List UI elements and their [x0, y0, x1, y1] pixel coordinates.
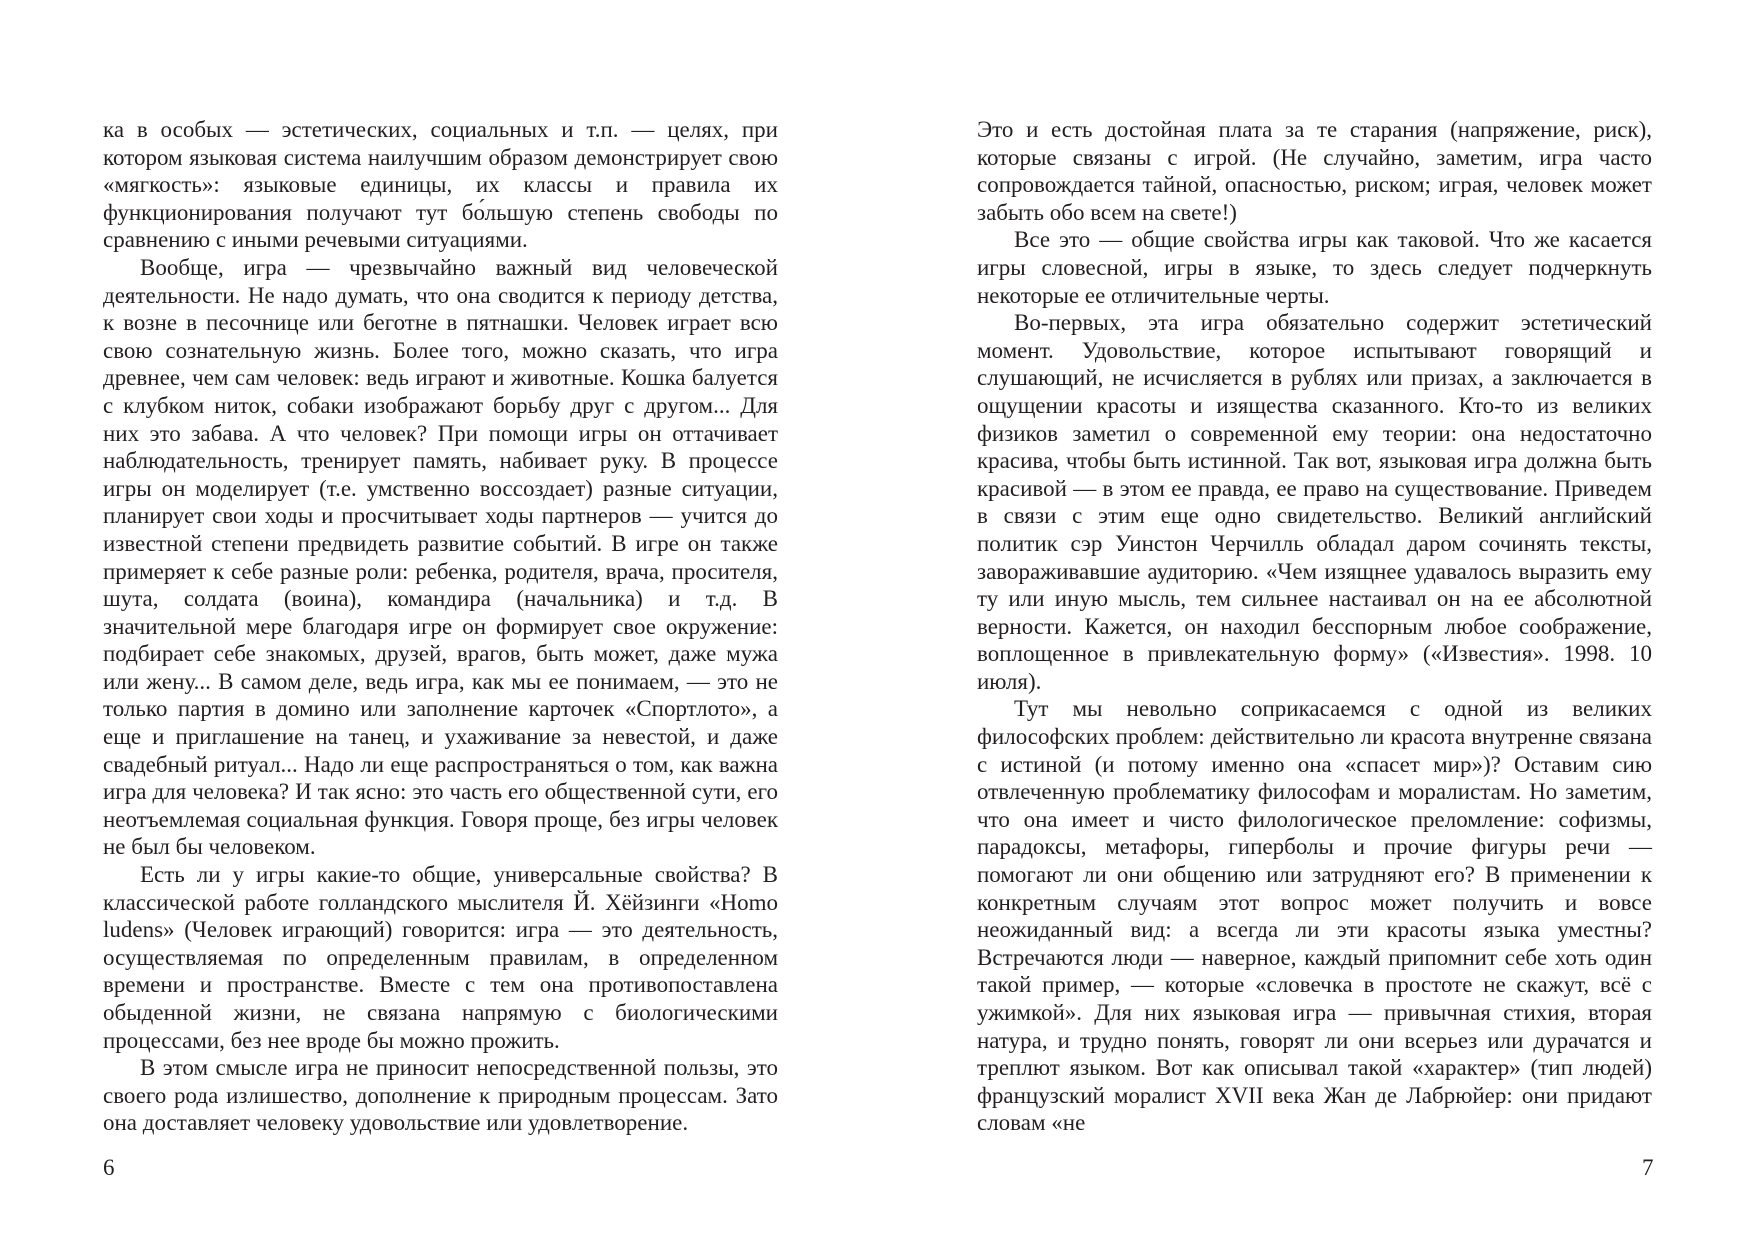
paragraph: В этом смысле игра не приносит непосредственной пользы, это своего рода излишество, дополнение к природным процессам. Зато она доставляет человеку удовольствие или удовлетворение.: [103, 1055, 778, 1136]
page-number: 7: [1642, 1155, 1654, 1180]
paragraph: Это и есть достойная плата за те старания (напряжение, риск), которые связаны с игрой. (Не случайно, заметим, игра часто сопровождается тайной, опасностью, риском; играя, человек может забыть обо всем на свете!): [977, 117, 1652, 225]
right-page-text: [977, 116, 1652, 1137]
paragraph: Вообще, игра — чрезвычайно важный вид человеческой деятельности. Не надо думать, что она сводится к периоду детства, к возне в песочнице или беготне в пятнашки. Человек играет всю свою сознательную жизнь. Более того, можно сказать, что игра древнее, чем сам человек: ведь играют и животные. Кошка балуется с клубком ниток, собаки изображают борьбу друг с другом... Для них это забава. А что человек? При помощи игры он оттачивает наблюдательность, тренирует память, набивает руку. В процессе игры он моделирует (т.е. умственно воссоздает) разные ситуации, планирует свои ходы и просчитывает ходы партнеров — учится до известной степени предвидеть развитие событий. В игре он также примеряет к себе разные роли: ребенка, родителя, врача, просителя, шута, солдата (воина), командира (начальника) и т.д. В значительной мере благодаря игре он формирует свое окружение: подбирает себе знакомых, друзей, врагов, быть может, даже мужа или жену... В самом деле, ведь игра, как мы ее понимаем, — это не только партия в домино или заполнение карточек «Спортлото», а еще и приглашение на танец, и ухаживание за невестой, и даже свадебный ритуал... Надо ли еще распространяться о том, как важна игра для человека? И так ясно: это часть его общественной сути, его неотъемлемая социальная функция. Говоря проще, без игры человек не был бы человеком.: [103, 254, 778, 860]
left-page-text: [103, 116, 778, 1137]
left-page: [0, 0, 877, 1240]
paragraph: Есть ли у игры какие-то общие, универсальные свойства? В классической работе голландского мыслителя Й. Хёйзинги «Homo ludens» (Человек играющий) говорится: игра — это деятельность, осуществляемая по определенным правилам, в определенном времени и пространстве. Вместе с тем она противопоставлена обыденной жизни, не связана напрямую с биологическими процессами, без нее вроде бы можно прожить.: [103, 862, 778, 1053]
page-number: 6: [103, 1155, 115, 1180]
paragraph: Тут мы невольно соприкасаемся с одной из великих философских проблем: действительно ли красота внутренне связана с истиной (и потому именно она «спасет мир»)? Оставим сию отвлеченную проблематику философам и моралистам. Но заметим, что она имеет и чисто филологическое преломление: софизмы, парадоксы, метафоры, гиперболы и прочие фигуры речи — помогают ли они общению или затрудняют его? В применении к конкретным случаям этот вопрос может получить и вовсе неожиданный вид: а всегда ли эти красоты языка уместны? Встречаются люди — наверное, каждый припомнит себе хоть один такой пример, — которые «словечка в простоте не скажут, всё с ужимкой». Для них языковая игра — привычная стихия, вторая натура, и трудно понять, говорят ли они всерьез или дурачатся и треплют языком. Вот как описывал такой «характер» (тип людей) французский моралист XVII века Жан де Лабрюйер: они придают словам «не: [977, 696, 1652, 1136]
paragraph: Все это — общие свойства игры как таковой. Что же касается игры словесной, игры в языке, то здесь следует подчеркнуть некоторые ее отличительные черты.: [977, 227, 1652, 308]
paragraph: Во-первых, эта игра обязательно содержит эстетический момент. Удовольствие, которое испытывают говорящий и слушающий, не исчисляется в рублях или призах, а заключается в ощущении красоты и изящества сказанного. Кто-то из великих физиков заметил о современной ему теории: она недостаточно красива, чтобы быть истинной. Так вот, языковая игра должна быть красивой — в этом ее правда, ее право на существование. Приведем в связи с этим еще одно свидетельство. Великий английский политик сэр Уинстон Черчилль обладал даром сочинять тексты, завораживавшие аудиторию. «Чем изящнее удавалось выразить ему ту или иную мысль, тем сильнее настаивал он на ее абсолютной верности. Кажется, он находил бесспорным любое соображение, воплощенное в привлекательную форму» («Известия». 1998. 10 июля).: [977, 310, 1652, 694]
right-page: [877, 0, 1755, 1240]
paragraph: ка в особых — эстетических, социальных и т.п. — целях, при котором языковая система наилучшим образом демонстрирует свою «мягкость»: языковые единицы, их классы и правила их функционирования получают тут бо́льшую степень свободы по сравнению с иными речевыми ситуациями.: [103, 117, 778, 253]
